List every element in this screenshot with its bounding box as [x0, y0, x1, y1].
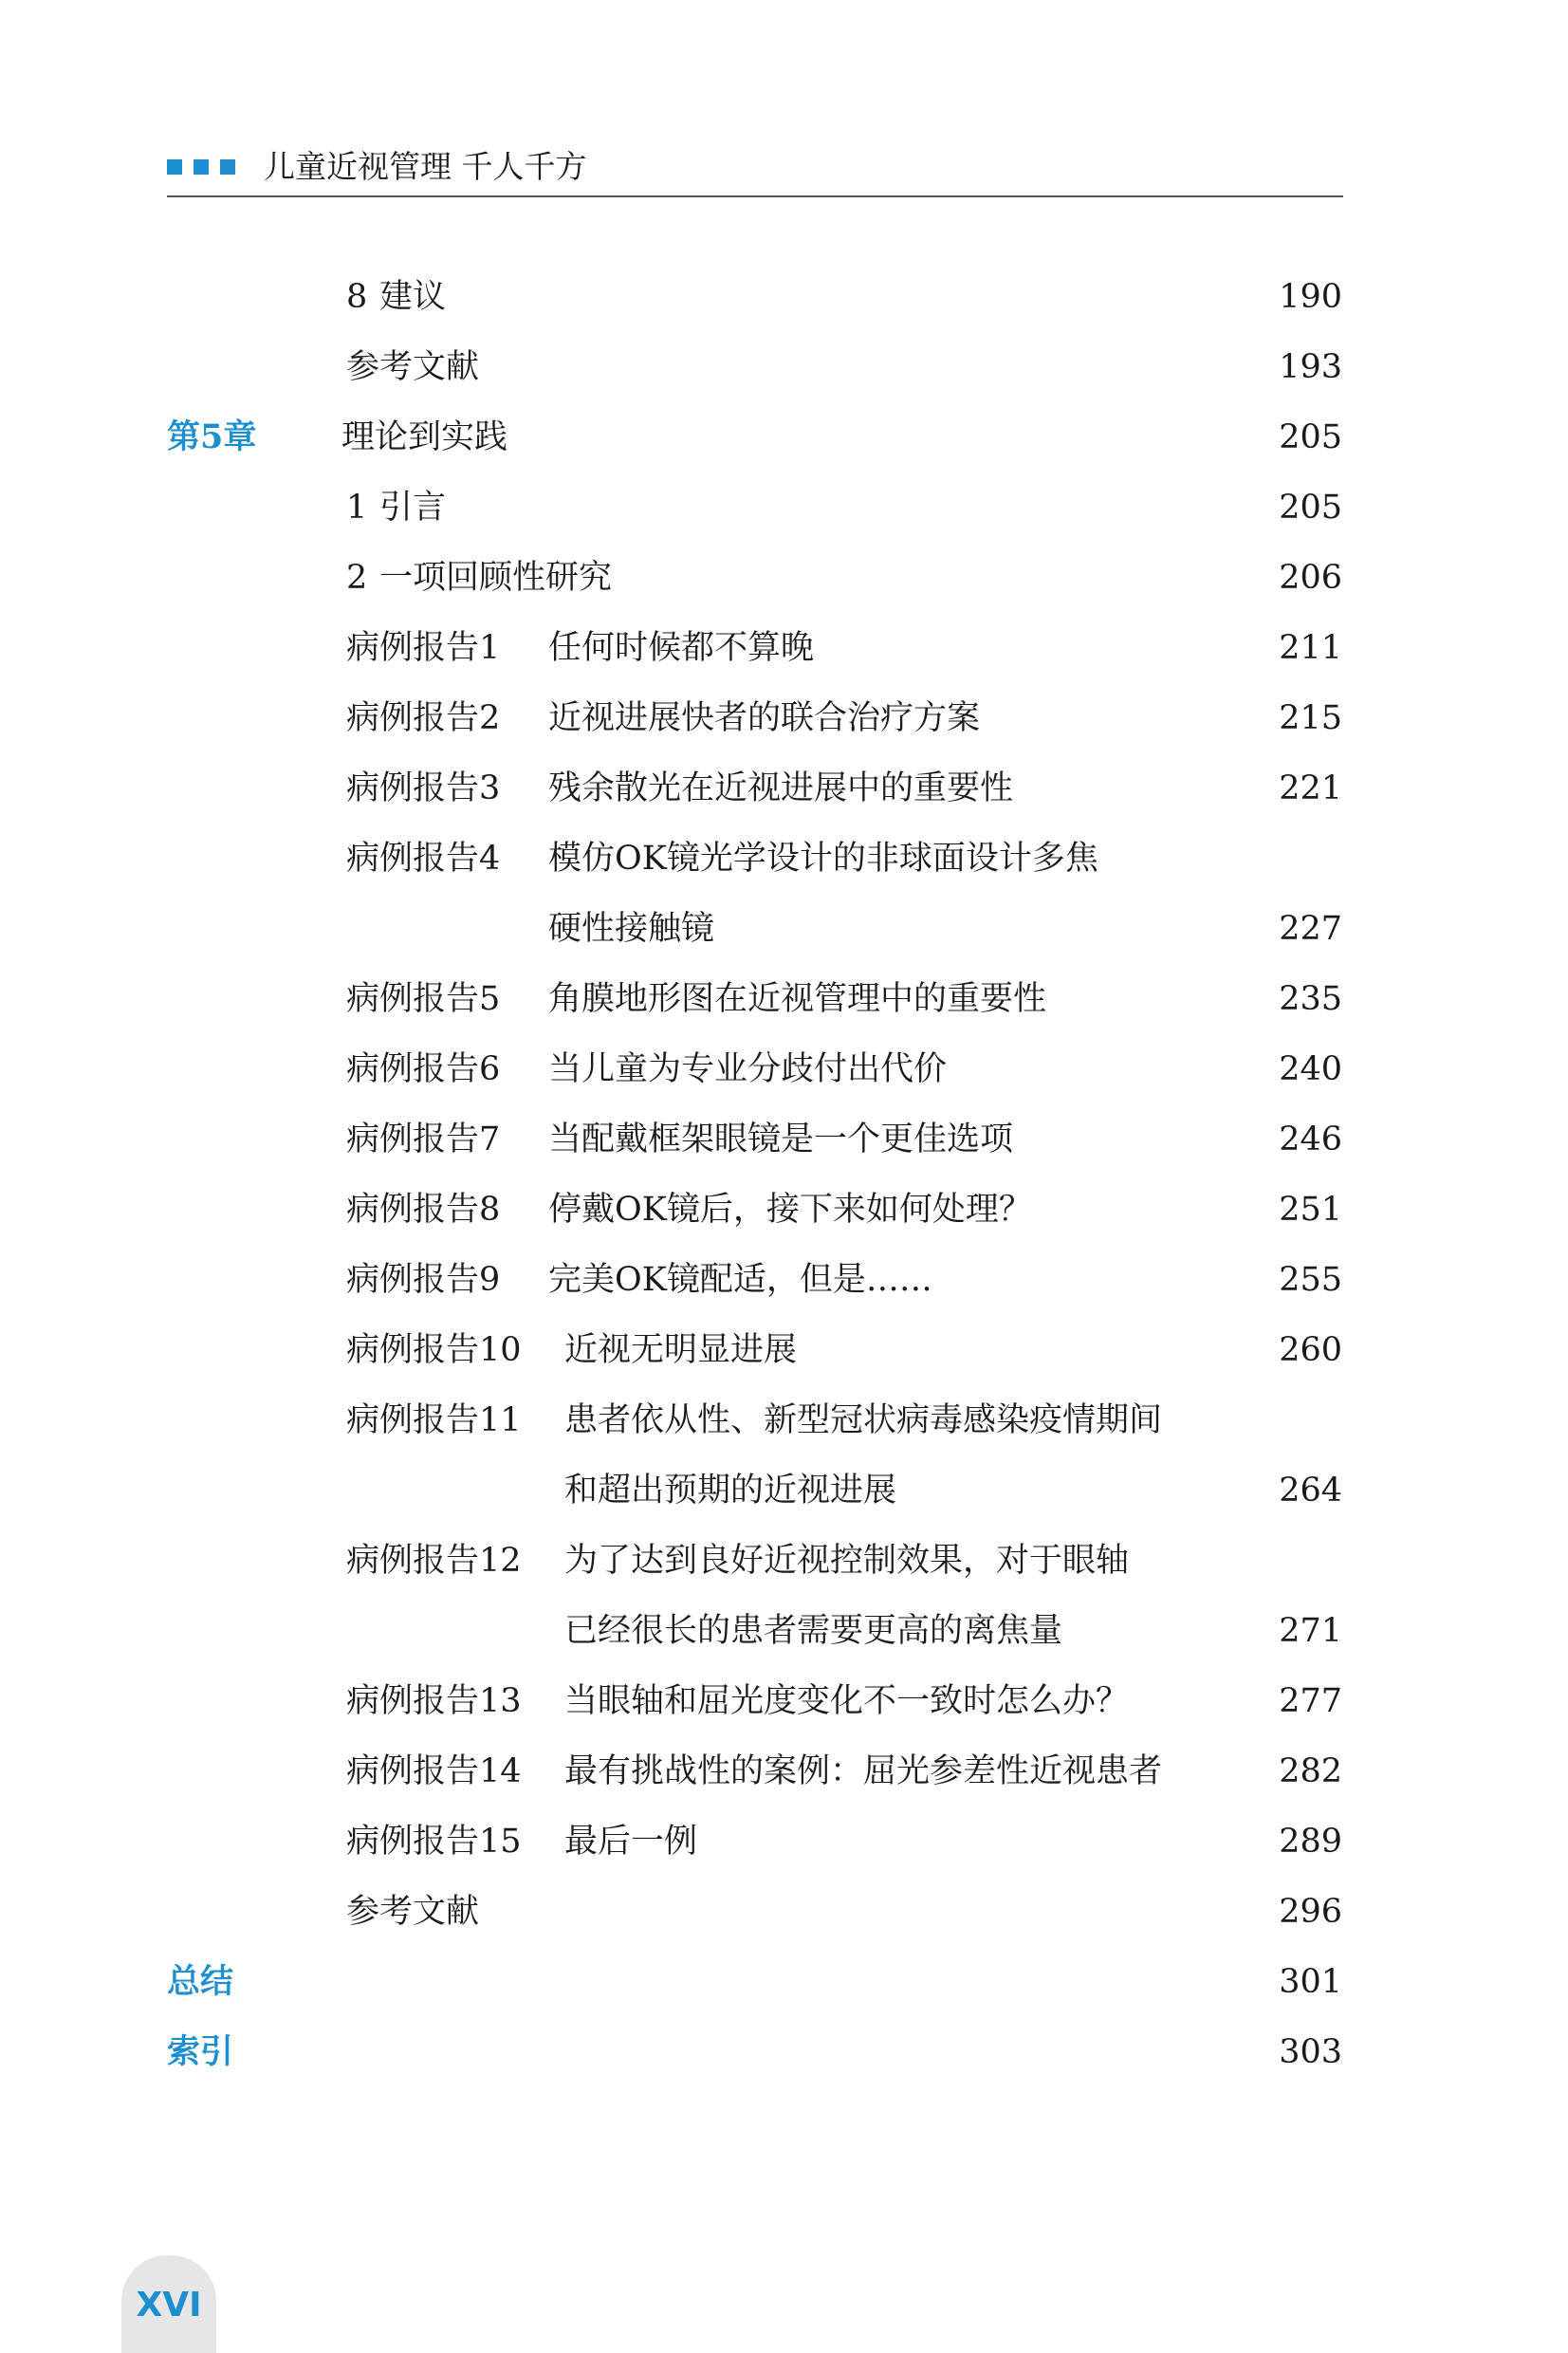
- entry-label: 病例报告5: [346, 980, 501, 1018]
- entry-page-number: 205: [1279, 489, 1342, 527]
- entry-label: 8: [346, 278, 368, 316]
- entry-label: 病例报告15: [346, 1823, 522, 1861]
- entry-title: 建议: [379, 278, 447, 316]
- entry-page-number: 227: [1279, 910, 1342, 948]
- entry-label: 病例报告1: [346, 629, 501, 667]
- toc-entry[interactable]: [0, 1462, 1568, 1519]
- entry-title: 模仿OK镜光学设计的非球面设计多焦: [548, 840, 1098, 878]
- toc-entry[interactable]: [0, 1813, 1568, 1870]
- entry-title: 硬性接触镜: [548, 910, 715, 948]
- entry-title: 当眼轴和屈光度变化不一致时怎么办？: [564, 1682, 1130, 1720]
- toc-entry[interactable]: [0, 549, 1568, 606]
- entry-page-number: 271: [1279, 1612, 1342, 1650]
- toc-entry[interactable]: [0, 269, 1568, 325]
- entry-label: 病例报告4: [346, 840, 501, 878]
- folio-tab: [121, 2255, 216, 2353]
- entry-title: 当配戴框架眼镜是一个更佳选项: [548, 1121, 1014, 1158]
- entry-title: 参考文献: [346, 1893, 480, 1931]
- toc-entry[interactable]: [0, 1673, 1568, 1730]
- entry-page-number: 255: [1279, 1261, 1342, 1299]
- entry-title: 为了达到良好近视控制效果，对于眼轴: [564, 1542, 1130, 1580]
- entry-page-number: 301: [1279, 1963, 1342, 2001]
- entry-title: 最后一例: [564, 1823, 698, 1861]
- entry-page-number: 282: [1279, 1752, 1342, 1790]
- toc-entry[interactable]: [0, 1743, 1568, 1800]
- toc-entry[interactable]: [0, 479, 1568, 536]
- book-title: 儿童近视管理 千人千方: [264, 148, 587, 185]
- entry-label: 1: [346, 489, 368, 527]
- chapter-label: 索引: [167, 2032, 234, 2071]
- toc-entry[interactable]: [0, 760, 1568, 817]
- entry-page-number: 221: [1279, 769, 1342, 807]
- entry-page-number: 260: [1279, 1331, 1342, 1369]
- entry-title: 当儿童为专业分歧付出代价: [548, 1050, 948, 1088]
- toc-entry[interactable]: [0, 1041, 1568, 1098]
- entry-label: 病例报告9: [346, 1261, 501, 1299]
- entry-page-number: 296: [1279, 1893, 1342, 1931]
- toc-entry[interactable]: [0, 620, 1568, 676]
- entry-page-number: 190: [1279, 278, 1342, 316]
- entry-page-number: 240: [1279, 1050, 1342, 1088]
- entry-page-number: 303: [1279, 2033, 1342, 2071]
- toc-entry[interactable]: [0, 1322, 1568, 1379]
- entry-title: 近视进展快者的联合治疗方案: [548, 699, 981, 737]
- entry-page-number: 235: [1279, 980, 1342, 1018]
- toc-entry[interactable]: [0, 1954, 1568, 2010]
- entry-page-number: 193: [1279, 348, 1342, 386]
- entry-page-number: 205: [1279, 418, 1342, 456]
- entry-label: 病例报告2: [346, 699, 501, 737]
- toc-entry[interactable]: [0, 690, 1568, 747]
- header-rule: [167, 195, 1343, 197]
- entry-label: 病例报告11: [346, 1401, 522, 1439]
- entry-title: 完美OK镜配适，但是……: [548, 1261, 932, 1299]
- entry-title: 已经很长的患者需要更高的离焦量: [564, 1612, 1063, 1650]
- entry-label: 病例报告3: [346, 769, 501, 807]
- toc-entry[interactable]: [0, 1883, 1568, 1940]
- entry-label: 病例报告13: [346, 1682, 522, 1720]
- entry-page-number: 277: [1279, 1682, 1342, 1720]
- entry-page-number: 206: [1279, 559, 1342, 597]
- entry-title: 近视无明显进展: [564, 1331, 798, 1369]
- entry-title: 任何时候都不算晚: [548, 629, 815, 667]
- toc-entry[interactable]: [0, 1251, 1568, 1308]
- toc-entry[interactable]: [0, 971, 1568, 1028]
- toc-entry[interactable]: [0, 1532, 1568, 1589]
- entry-title: 残余散光在近视进展中的重要性: [548, 769, 1014, 807]
- entry-label: 病例报告10: [346, 1331, 522, 1369]
- toc-entry[interactable]: [0, 409, 1568, 466]
- entry-title: 患者依从性、新型冠状病毒感染疫情期间: [564, 1401, 1163, 1439]
- toc-entry[interactable]: [0, 830, 1568, 887]
- entry-label: 病例报告8: [346, 1191, 501, 1229]
- toc-entry[interactable]: [0, 1392, 1568, 1449]
- running-header: [167, 142, 1343, 199]
- entry-title: 角膜地形图在近视管理中的重要性: [548, 980, 1047, 1018]
- entry-page-number: 289: [1279, 1823, 1342, 1861]
- entry-label: 病例报告7: [346, 1121, 501, 1158]
- entry-page-number: 251: [1279, 1191, 1342, 1229]
- entry-page-number: 211: [1279, 629, 1342, 667]
- toc-entry[interactable]: [0, 2024, 1568, 2081]
- toc-entry[interactable]: [0, 1603, 1568, 1659]
- entry-title: 和超出预期的近视进展: [564, 1472, 897, 1510]
- toc-entry[interactable]: [0, 1111, 1568, 1168]
- entry-title: 理论到实践: [341, 418, 508, 456]
- chapter-label: 第5章: [167, 417, 257, 456]
- entry-page-number: 264: [1279, 1472, 1342, 1510]
- entry-title: 引言: [379, 489, 447, 527]
- chapter-label: 总结: [167, 1962, 234, 2001]
- page-number: XVI: [136, 2286, 202, 2325]
- toc-entry[interactable]: [0, 1181, 1568, 1238]
- entry-page-number: 215: [1279, 699, 1342, 737]
- entry-label: 病例报告12: [346, 1542, 522, 1580]
- entry-title: 一项回顾性研究: [379, 559, 613, 597]
- toc-entry[interactable]: [0, 339, 1568, 396]
- toc-entry[interactable]: [0, 900, 1568, 957]
- entry-label: 2: [346, 559, 368, 597]
- entry-label: 病例报告14: [346, 1752, 522, 1790]
- entry-title: 参考文献: [346, 348, 480, 386]
- entry-label: 病例报告6: [346, 1050, 501, 1088]
- entry-page-number: 246: [1279, 1121, 1342, 1158]
- entry-title: 最有挑战性的案例：屈光参差性近视患者: [564, 1752, 1163, 1790]
- entry-title: 停戴OK镜后，接下来如何处理？: [548, 1191, 1032, 1229]
